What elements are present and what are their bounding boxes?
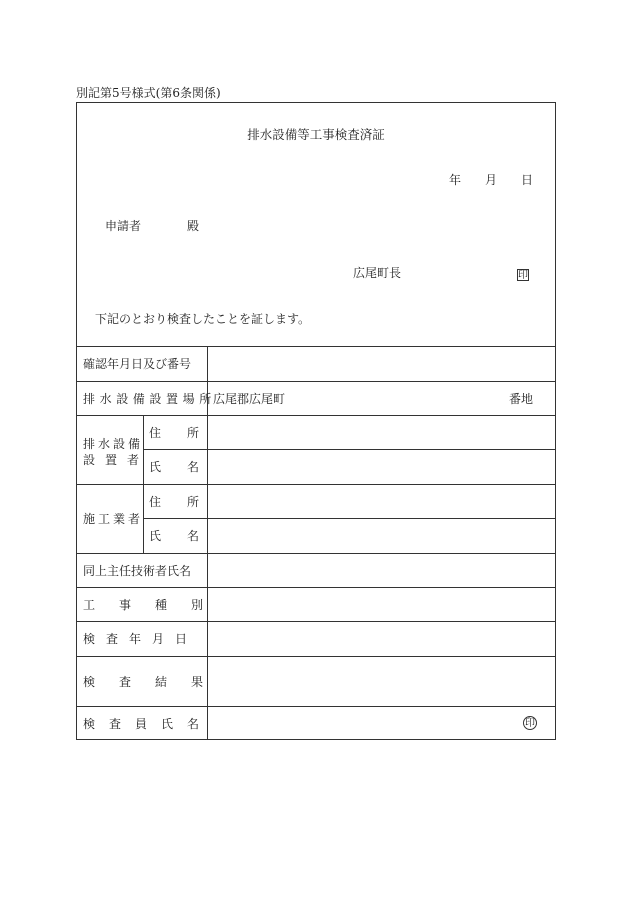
location-label: 排水設備設置場所 bbox=[83, 391, 216, 406]
issuer-seal-icon bbox=[517, 263, 529, 282]
installer-label-line1: 排水設備 bbox=[83, 437, 144, 451]
date-month: 月 bbox=[485, 173, 498, 187]
issuer-name: 広尾町長 bbox=[353, 266, 402, 280]
work-type-label: 工事種別 bbox=[83, 597, 228, 612]
location-label-cell bbox=[83, 381, 216, 415]
inspector-name-label: 検査員氏名 bbox=[83, 716, 214, 731]
contractor-label: 施工業者 bbox=[83, 512, 144, 526]
issuer-seal-text: 印 bbox=[518, 270, 528, 281]
date-day: 日 bbox=[521, 173, 534, 187]
certificate-frame bbox=[76, 102, 556, 740]
table-subrow-divider bbox=[143, 449, 555, 450]
inspection-date-label: 検査年月日 bbox=[83, 632, 199, 646]
table-subcolumn-divider bbox=[143, 415, 144, 553]
contractor-name-label: 氏名 bbox=[149, 529, 226, 543]
form-number-label: 別記第5号様式(第6条関係) bbox=[76, 86, 221, 100]
table-subrow-divider bbox=[143, 518, 555, 519]
chief-engineer-label: 同上主任技術者氏名 bbox=[83, 563, 192, 578]
installer-name-label: 氏名 bbox=[149, 460, 226, 474]
inspector-seal-icon: 印 bbox=[525, 718, 535, 729]
inspection-result-label: 検査結果 bbox=[83, 674, 228, 689]
applicant-honorific: 殿 bbox=[187, 219, 200, 233]
certificate-title: 排水設備等工事検査済証 bbox=[247, 127, 385, 142]
statement-text: 下記のとおり検査したことを証します。 bbox=[95, 312, 311, 326]
location-prefix: 広尾郡広尾町 bbox=[213, 391, 286, 406]
applicant-label: 申請者 bbox=[105, 219, 142, 233]
location-suffix: 番地 bbox=[509, 391, 534, 406]
installer-address-label: 住所 bbox=[149, 425, 226, 440]
date-year: 年 bbox=[449, 173, 462, 187]
installer-label-line2: 設置者 bbox=[83, 453, 150, 467]
contractor-address-label: 住所 bbox=[149, 494, 226, 509]
confirmation-label: 確認年月日及び番号 bbox=[83, 357, 192, 371]
